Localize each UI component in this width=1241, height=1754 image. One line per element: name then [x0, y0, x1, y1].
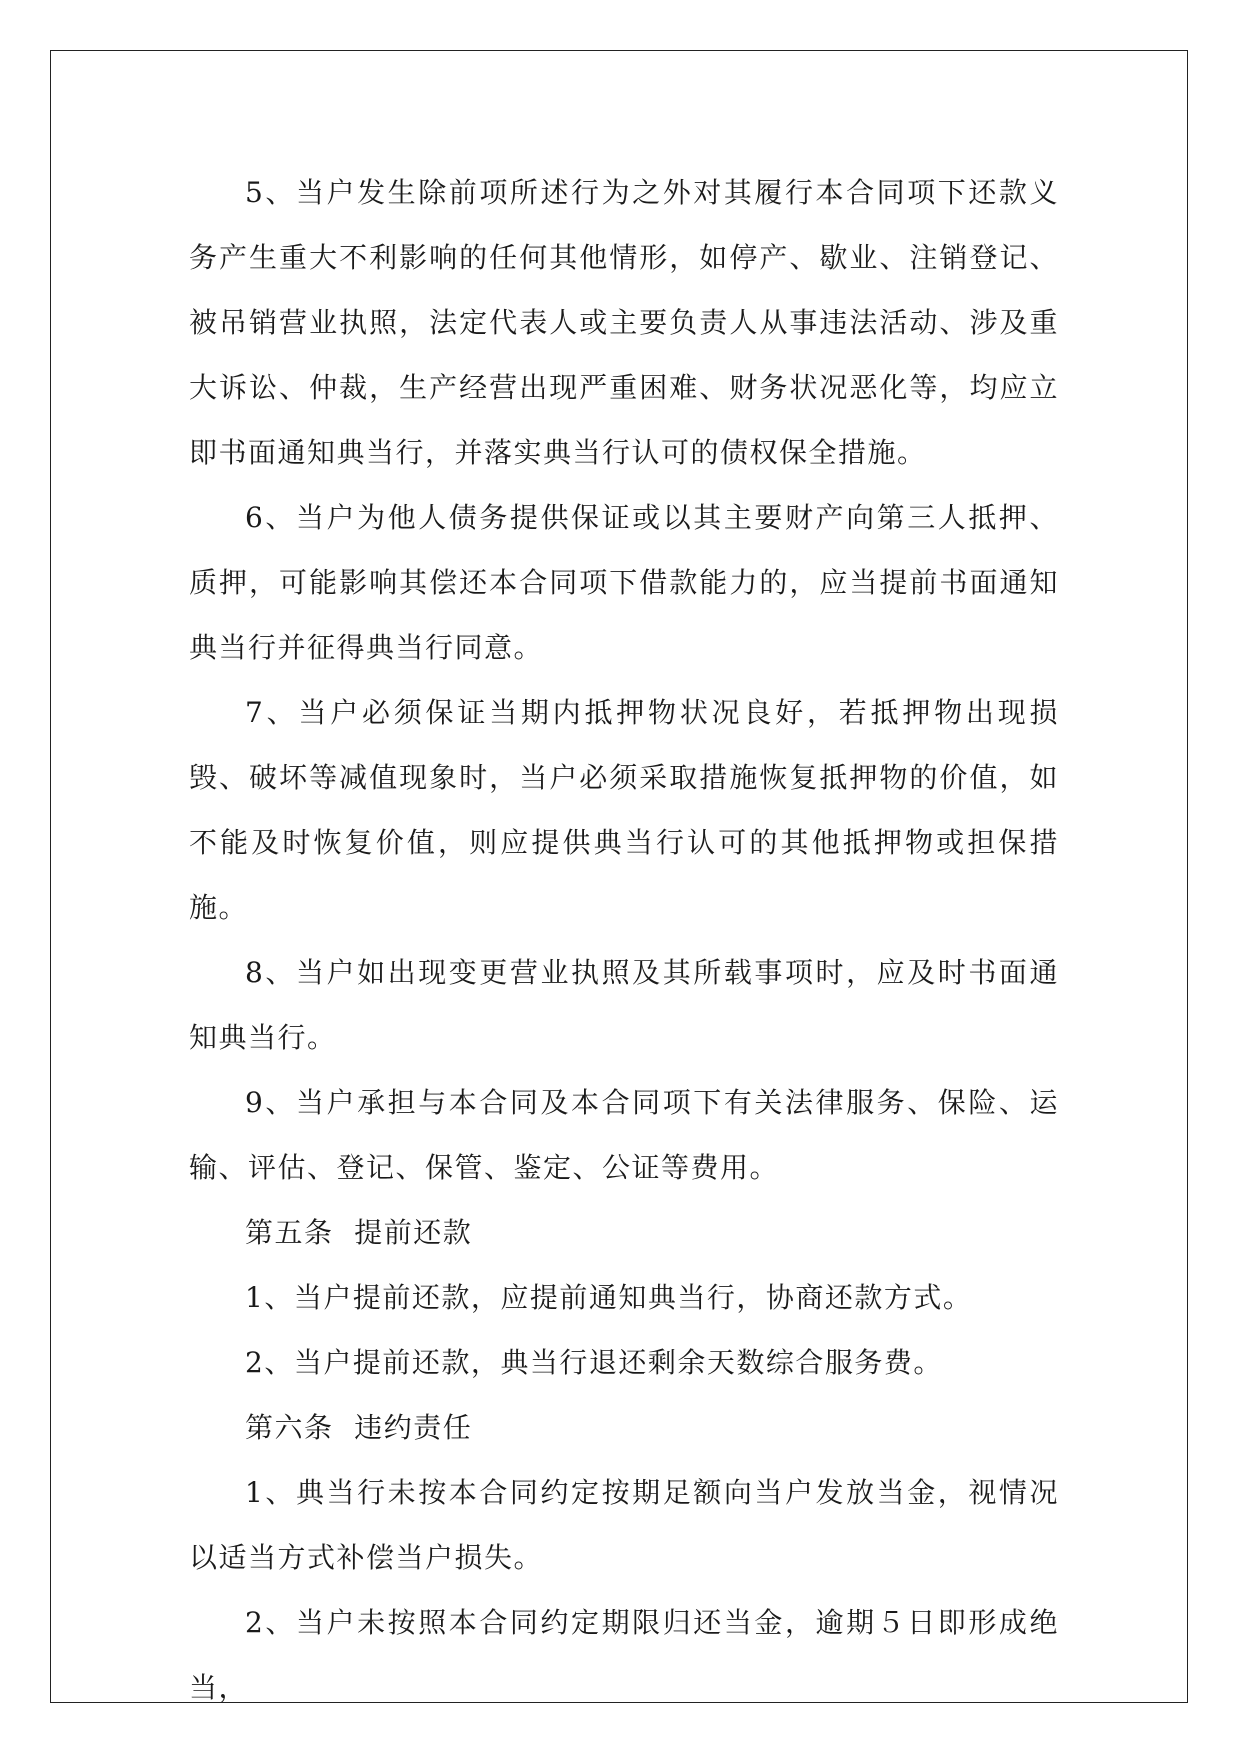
article-5-clause-1: 1、当户提前还款，应提前通知典当行，协商还款方式。 [245, 1281, 973, 1314]
clause-7-paragraph: 7、当户必须保证当期内抵押物状况良好，若抵押物出现损毁、破坏等减值现象时，当户必须采取措施恢复抵押物的价值，如不能及时恢复价值，则应提供典当行认可的其他抵押物或担保措施。 [189, 696, 1059, 924]
clause-6-paragraph: 6、当户为他人债务提供保证或以其主要财产向第三人抵押、质押，可能影响其偿还本合同项下借款能力的，应当提前书面通知典当行并征得典当行同意。 [189, 501, 1059, 664]
article-5-clause-2: 2、当户提前还款，典当行退还剩余天数综合服务费。 [245, 1346, 943, 1379]
clause-9-paragraph: 9、当户承担与本合同及本合同项下有关法律服务、保险、运输、评估、登记、保管、鉴定、公证等费用。 [189, 1086, 1059, 1184]
article-6-clause-2: 2、当户未按照本合同约定期限归还当金，逾期５日即形成绝当， [189, 1606, 1059, 1704]
article-6-heading: 第六条 违约责任 [245, 1411, 473, 1444]
clause-5-paragraph: 5、当户发生除前项所述行为之外对其履行本合同项下还款义务产生重大不利影响的任何其他情形，如停产、歇业、注销登记、被吊销营业执照，法定代表人或主要负责人从事违法活动、涉及重大诉讼、仲裁，生产经营出现严重困难、财务状况恶化等，均应立即书面通知典当行，并落实典当行认可的债权保全措施。 [189, 176, 1059, 469]
document-body [189, 160, 1059, 1720]
article-5-heading: 第五条 提前还款 [245, 1216, 473, 1249]
article-6-clause-1: 1、典当行未按本合同约定按期足额向当户发放当金，视情况以适当方式补偿当户损失。 [189, 1476, 1059, 1574]
clause-8-paragraph: 8、当户如出现变更营业执照及其所载事项时，应及时书面通知典当行。 [189, 956, 1059, 1054]
